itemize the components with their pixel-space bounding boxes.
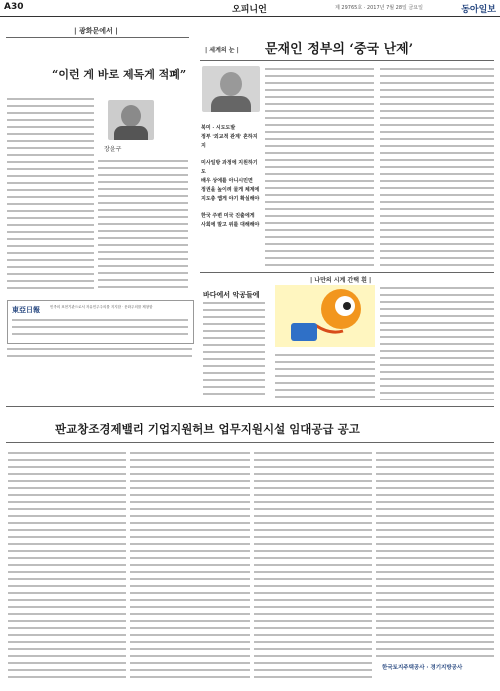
column-title: “이런 게 바로 제독게 적폐” <box>52 68 187 81</box>
essay-text <box>380 285 494 400</box>
ad-text <box>130 450 250 678</box>
quote-line: 정부 '외교적 관계' 흔하지지 <box>201 134 258 149</box>
section-title: 오피니언 <box>232 5 267 15</box>
newspaper-name: 동아일보 <box>461 5 496 15</box>
illustration-image <box>275 285 375 347</box>
column-label: | 광화문에서 | <box>74 27 118 35</box>
divider <box>6 406 494 407</box>
masthead-subtitle: 민족의 표현기관으로서 자유민주주의를 지지함 · 문화주의를 제창함 <box>50 305 153 309</box>
quote-line: 북미 · 시도도발 <box>201 125 236 131</box>
ad-text <box>8 450 126 678</box>
author-photo <box>108 100 154 140</box>
masthead-title: 東亞日報 <box>12 305 40 314</box>
poem-text <box>203 300 265 400</box>
column-label: | 세계의 눈 | <box>205 47 239 54</box>
divider <box>200 272 494 273</box>
ad-footer-org: 한국토지주택공사 · 경기지방공사 <box>382 665 463 671</box>
article-text <box>7 96 94 292</box>
ad-headline: 판교창조경제밸리 기업지원허브 업무지원시설 임대공급 공고 <box>55 422 360 436</box>
quote-line: 정권을 높이려 물게 체계에 <box>201 187 260 193</box>
page-header <box>0 0 500 17</box>
quote-line: 지도층 앱게 야기 확실해야 <box>201 196 260 202</box>
page-number: A30 <box>4 2 24 12</box>
article-text <box>380 66 494 266</box>
masthead-details <box>12 317 188 339</box>
divider <box>6 37 189 38</box>
author-name: 장윤구 <box>104 146 122 153</box>
article-text <box>98 158 188 292</box>
quote-box <box>201 124 261 266</box>
ad-text <box>376 450 494 660</box>
masthead-notice <box>7 346 192 358</box>
quote-line: 한국 주변 미국 진출에게 <box>201 213 255 219</box>
ad-text <box>254 450 372 678</box>
quote-line: 배우 상에를 아니시민면 <box>201 178 253 184</box>
quote-line: 미사일방 과정에 지원하기도 <box>201 160 258 175</box>
column-title: 문재인 정부의 ‘중국 난제’ <box>265 42 414 57</box>
divider <box>6 442 494 443</box>
masthead-box <box>7 300 194 344</box>
issue-date: 제 29765호 · 2017년 7월 28일 금요일 <box>335 5 423 11</box>
article-text <box>265 66 374 266</box>
essay-text <box>275 352 375 400</box>
divider <box>200 60 494 61</box>
column-label: | 나만의 시계 간택 흰 | <box>310 277 372 284</box>
quote-line: 사회에 말고 위를 대해해야 <box>201 222 260 228</box>
essay-title: 바다에서 악공들에 <box>203 290 260 299</box>
author-photo <box>202 66 260 112</box>
